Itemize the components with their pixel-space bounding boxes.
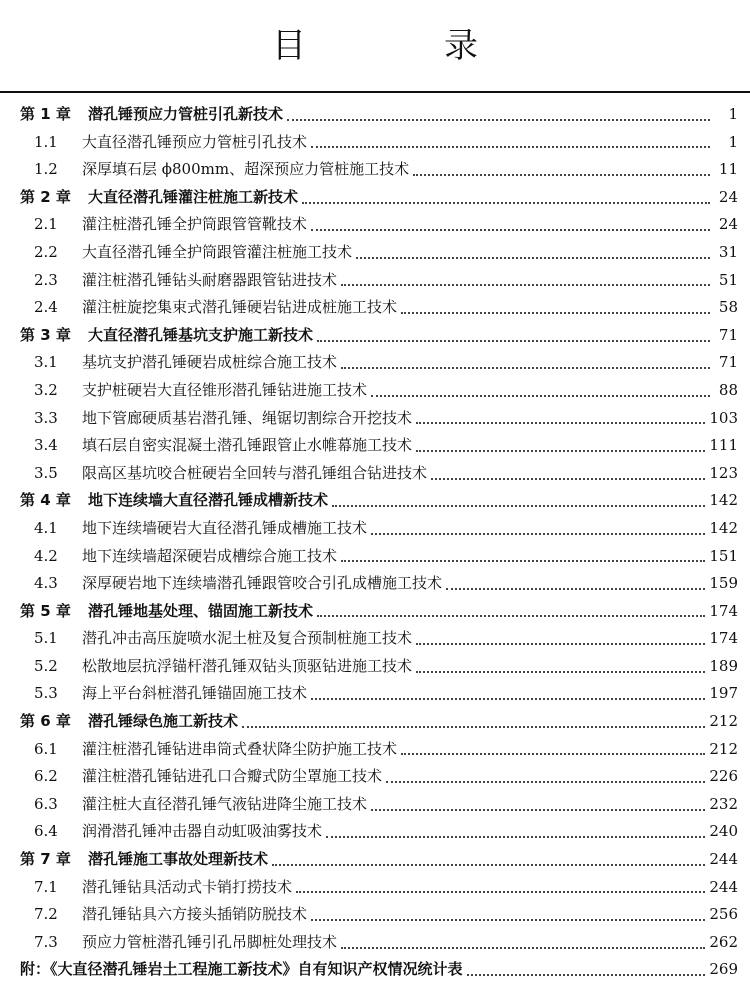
dot-leader	[356, 257, 710, 259]
toc-entry-number: 7.1	[34, 877, 58, 896]
toc-chapter-entry[interactable]	[0, 487, 750, 515]
toc-entry-number: 4.3	[34, 574, 58, 593]
toc-entry-page-number: 174	[709, 601, 738, 620]
toc-entry-number: 第 1 章	[20, 105, 71, 123]
toc-entry-number: 5.3	[34, 684, 58, 703]
toc-entry-title: 松散地层抗浮锚杆潜孔锤双钻头顶驱钻进施工技术	[82, 656, 413, 675]
toc-chapter-entry[interactable]	[0, 101, 750, 129]
toc-entry-number: 6.3	[34, 794, 58, 813]
toc-entry-number: 7.3	[34, 932, 58, 951]
page-title: 目 录	[272, 26, 530, 66]
dot-leader	[317, 615, 705, 617]
table-of-contents	[0, 101, 750, 984]
toc-entry-page-number: 142	[709, 491, 738, 510]
toc-entry-title: 大直径潜孔锤基坑支护施工新技术	[88, 325, 314, 344]
toc-entry-number: 4.2	[34, 546, 58, 565]
dot-leader	[326, 836, 705, 838]
toc-entry-number: 1.1	[34, 132, 58, 151]
toc-entry-title: 支护桩硬岩大直径锥形潜孔锤钻进施工技术	[82, 380, 368, 399]
toc-entry-page-number: 11	[718, 160, 738, 179]
toc-entry-title: 潜孔锤地基处理、锚固施工新技术	[88, 601, 314, 620]
toc-section-entry[interactable]	[0, 874, 750, 902]
dot-leader	[341, 367, 710, 369]
toc-entry-title: 灌注桩潜孔锤钻进串筒式叠状降尘防护施工技术	[82, 739, 398, 758]
toc-entry-number: 6.4	[34, 822, 58, 841]
dot-leader	[413, 174, 710, 176]
toc-section-entry[interactable]	[0, 267, 750, 295]
toc-section-entry[interactable]	[0, 349, 750, 377]
toc-section-entry[interactable]	[0, 570, 750, 598]
toc-entry-page-number: 262	[709, 932, 738, 951]
dot-leader	[416, 450, 705, 452]
toc-section-entry[interactable]	[0, 156, 750, 184]
dot-leader	[311, 919, 705, 921]
toc-entry-page-number: 212	[709, 712, 738, 731]
toc-chapter-entry[interactable]	[0, 708, 750, 736]
toc-section-entry[interactable]	[0, 625, 750, 653]
toc-entry-page-number: 1	[728, 105, 738, 123]
toc-section-entry[interactable]	[0, 239, 750, 267]
dot-leader	[446, 588, 705, 590]
title-rule	[0, 91, 750, 93]
toc-entry-title: 灌注桩潜孔锤钻头耐磨器跟管钻进技术	[82, 270, 338, 289]
toc-entry-title: 深厚硬岩地下连续墙潜孔锤跟管咬合引孔成槽施工技术	[82, 574, 443, 593]
toc-entry-title: 附：《大直径潜孔锤岩土工程施工新技术》自有知识产权情况统计表	[20, 960, 463, 979]
toc-entry-page-number: 103	[709, 408, 738, 427]
toc-entry-page-number: 24	[718, 215, 738, 234]
toc-entry-number: 6.2	[34, 767, 58, 786]
toc-section-entry[interactable]	[0, 405, 750, 433]
toc-entry-page-number: 111	[709, 436, 738, 455]
dot-leader	[317, 340, 710, 342]
dot-leader	[341, 947, 705, 949]
dot-leader	[311, 698, 705, 700]
toc-entry-title: 潜孔锤钻具活动式卡销打捞技术	[82, 877, 293, 896]
toc-entry-title: 预应力管桩潜孔锤引孔吊脚桩处理技术	[82, 932, 338, 951]
dot-leader	[371, 809, 705, 811]
toc-entry-title: 地下连续墙超深硬岩成槽综合施工技术	[82, 546, 338, 565]
toc-entry-number: 2.2	[34, 242, 58, 261]
toc-entry-page-number: 244	[709, 877, 738, 896]
toc-entry-title: 潜孔冲击高压旋喷水泥土桩及复合预制桩施工技术	[82, 629, 413, 648]
toc-entry-number: 3.1	[34, 353, 58, 372]
toc-entry-title: 限高区基坑咬合桩硬岩全回转与潜孔锤组合钻进技术	[82, 463, 428, 482]
dot-leader	[371, 395, 710, 397]
toc-entry-number: 2.4	[34, 298, 58, 317]
toc-section-entry[interactable]	[0, 377, 750, 405]
toc-entry-page-number: 244	[709, 850, 738, 869]
toc-entry-number: 7.2	[34, 905, 58, 924]
toc-chapter-entry[interactable]	[0, 598, 750, 626]
toc-appendix-entry[interactable]	[0, 956, 750, 984]
toc-entry-page-number: 58	[718, 298, 738, 317]
dot-leader	[386, 781, 705, 783]
toc-entry-number: 5.2	[34, 656, 58, 675]
toc-section-entry[interactable]	[0, 294, 750, 322]
toc-section-entry[interactable]	[0, 129, 750, 157]
toc-entry-page-number: 71	[718, 325, 738, 344]
toc-chapter-entry[interactable]	[0, 322, 750, 350]
toc-entry-title: 灌注桩大直径潜孔锤气液钻进降尘施工技术	[82, 794, 368, 813]
dot-leader	[302, 202, 710, 204]
toc-entry-title: 润滑潜孔锤冲击器自动虹吸油雾技术	[82, 822, 323, 841]
toc-entry-page-number: 151	[709, 546, 738, 565]
toc-chapter-entry[interactable]	[0, 184, 750, 212]
toc-entry-title: 潜孔锤施工事故处理新技术	[88, 850, 269, 869]
toc-entry-page-number: 71	[718, 353, 738, 372]
toc-entry-title: 填石层自密实混凝土潜孔锤跟管止水帷幕施工技术	[82, 436, 413, 455]
toc-section-entry[interactable]	[0, 929, 750, 957]
toc-section-entry[interactable]	[0, 515, 750, 543]
toc-entry-page-number: 226	[709, 767, 738, 786]
toc-entry-page-number: 256	[709, 905, 738, 924]
toc-entry-number: 3.5	[34, 463, 58, 482]
toc-entry-page-number: 24	[718, 187, 738, 206]
toc-entry-page-number: 174	[709, 629, 738, 648]
toc-entry-page-number: 88	[718, 380, 738, 399]
toc-entry-number: 3.4	[34, 436, 58, 455]
toc-entry-page-number: 123	[709, 463, 738, 482]
dot-leader	[311, 229, 710, 231]
toc-entry-title: 大直径潜孔锤预应力管桩引孔技术	[82, 132, 308, 151]
toc-section-entry[interactable]	[0, 460, 750, 488]
toc-entry-title: 大直径潜孔锤全护筒跟管灌注桩施工技术	[82, 242, 353, 261]
toc-section-entry[interactable]	[0, 791, 750, 819]
toc-entry-title: 海上平台斜桩潜孔锤锚固施工技术	[82, 684, 308, 703]
toc-section-entry[interactable]	[0, 653, 750, 681]
dot-leader	[332, 505, 705, 507]
toc-entry-title: 地下连续墙硬岩大直径潜孔锤成槽施工技术	[82, 518, 368, 537]
toc-entry-title: 潜孔锤钻具六方接头插销防脱技术	[82, 905, 308, 924]
toc-entry-number: 第 5 章	[20, 601, 71, 620]
dot-leader	[431, 478, 705, 480]
toc-section-entry[interactable]	[0, 901, 750, 929]
toc-entry-number: 第 6 章	[20, 712, 71, 731]
dot-leader	[371, 533, 705, 535]
dot-leader	[311, 146, 710, 148]
toc-entry-title: 地下连续墙大直径潜孔锤成槽新技术	[88, 491, 329, 510]
toc-entry-title: 灌注桩潜孔锤钻进孔口合瓣式防尘罩施工技术	[82, 767, 383, 786]
toc-entry-title: 潜孔锤绿色施工新技术	[88, 712, 239, 731]
toc-entry-title: 灌注桩潜孔锤全护筒跟管管靴技术	[82, 215, 308, 234]
toc-entry-number: 第 4 章	[20, 491, 71, 510]
dot-leader	[416, 671, 705, 673]
toc-section-entry[interactable]	[0, 763, 750, 791]
toc-entry-number: 第 3 章	[20, 325, 71, 344]
dot-leader	[287, 119, 710, 121]
toc-entry-page-number: 212	[709, 739, 738, 758]
dot-leader	[401, 753, 705, 755]
dot-leader	[272, 864, 705, 866]
toc-entry-page-number: 232	[709, 794, 738, 813]
toc-entry-number: 第 7 章	[20, 850, 71, 869]
toc-entry-page-number: 197	[709, 684, 738, 703]
toc-entry-page-number: 142	[709, 518, 738, 537]
toc-section-entry[interactable]	[0, 736, 750, 764]
toc-chapter-entry[interactable]	[0, 846, 750, 874]
toc-entry-page-number: 159	[709, 574, 738, 593]
toc-entry-title: 地下管廊硬质基岩潜孔锤、绳锯切割综合开挖技术	[82, 408, 413, 427]
dot-leader	[242, 726, 705, 728]
toc-entry-page-number: 189	[709, 656, 738, 675]
dot-leader	[341, 284, 710, 286]
toc-entry-number: 4.1	[34, 518, 58, 537]
toc-entry-number: 2.1	[34, 215, 58, 234]
dot-leader	[467, 974, 706, 976]
toc-entry-number: 6.1	[34, 739, 58, 758]
toc-entry-number: 第 2 章	[20, 187, 71, 206]
toc-section-entry[interactable]	[0, 432, 750, 460]
toc-section-entry[interactable]	[0, 818, 750, 846]
toc-entry-page-number: 269	[709, 960, 738, 979]
toc-entry-title: 基坑支护潜孔锤硬岩成桩综合施工技术	[82, 353, 338, 372]
toc-section-entry[interactable]	[0, 211, 750, 239]
toc-entry-title: 深厚填石层 ϕ800mm、超深预应力管桩施工技术	[82, 160, 410, 179]
toc-entry-number: 3.2	[34, 380, 58, 399]
toc-entry-number: 3.3	[34, 408, 58, 427]
toc-entry-title: 潜孔锤预应力管桩引孔新技术	[88, 105, 284, 123]
dot-leader	[296, 891, 705, 893]
toc-entry-page-number: 240	[709, 822, 738, 841]
dot-leader	[416, 422, 705, 424]
toc-entry-page-number: 51	[718, 270, 738, 289]
dot-leader	[341, 560, 705, 562]
toc-entry-title: 大直径潜孔锤灌注桩施工新技术	[88, 187, 299, 206]
toc-entry-title: 灌注桩旋挖集束式潜孔锤硬岩钻进成桩施工技术	[82, 298, 398, 317]
toc-entry-page-number: 1	[728, 132, 738, 151]
toc-section-entry[interactable]	[0, 543, 750, 571]
toc-entry-number: 2.3	[34, 270, 58, 289]
toc-entry-number: 5.1	[34, 629, 58, 648]
toc-entry-number: 1.2	[34, 160, 58, 179]
toc-entry-page-number: 31	[718, 242, 738, 261]
dot-leader	[416, 643, 705, 645]
dot-leader	[401, 312, 710, 314]
toc-section-entry[interactable]	[0, 680, 750, 708]
